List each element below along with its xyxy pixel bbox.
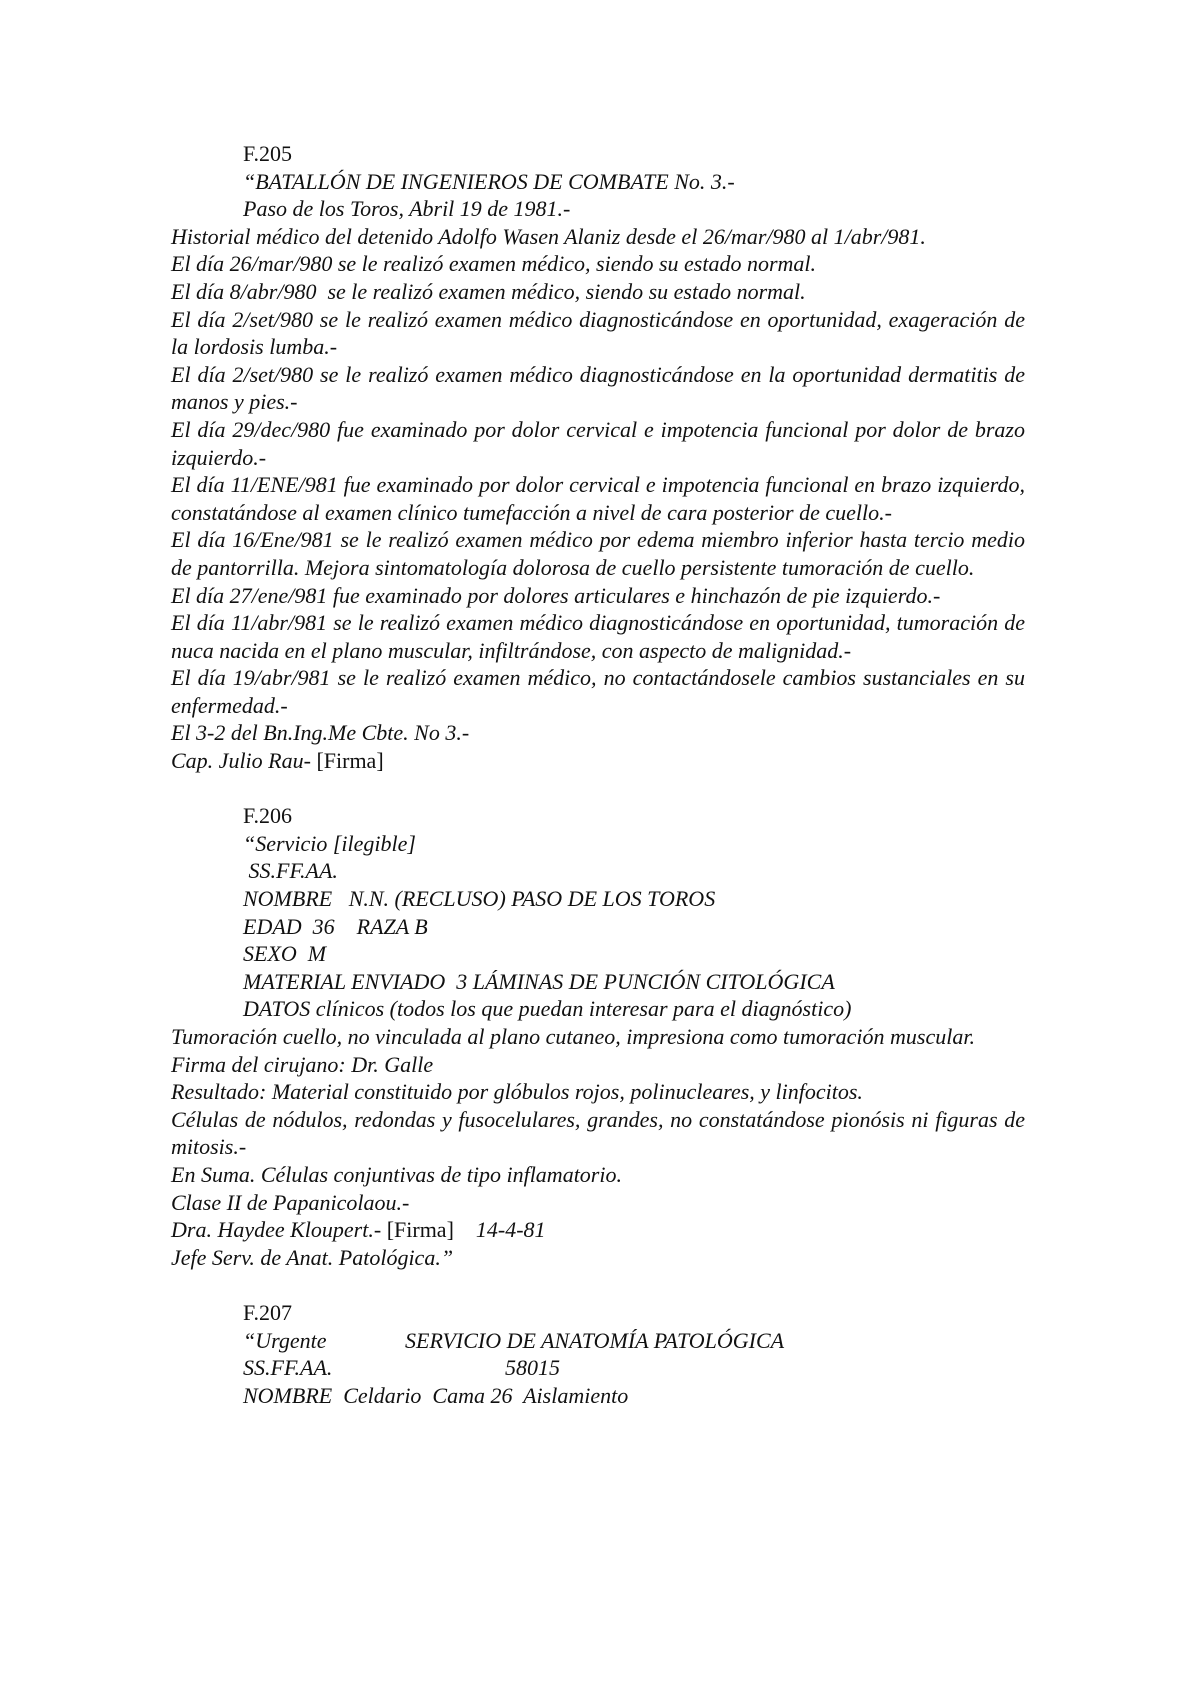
case-number: 58015 [505,1355,560,1381]
paragraph: El 3-2 del Bn.Ing.Me Cbte. No 3.- [171,720,470,746]
header-line [171,1327,1025,1355]
signer-name: Dra. Haydee Kloupert.- [171,1217,382,1243]
header-line: SEXO M [243,941,327,967]
header-line: MATERIAL ENVIADO 3 LÁMINAS DE PUNCIÓN CITOLÓGICA [243,968,835,994]
clinical-data-rest: clínicos (todos los que puedan interesar para el diagnóstico) [310,996,852,1022]
paragraph: Firma del cirujano: Dr. Galle [171,1051,434,1077]
section-f206 [171,802,1025,1271]
institution-label: SS.FF.AA. [243,1355,333,1381]
paragraph: El día 2/set/980 se le realizó examen médico diagnosticándose en oportunidad, exageración de la lordosis lumba.- [171,306,1025,360]
paragraph: El día 16/Ene/981 se le realizó examen médico por edema miembro inferior hasta tercio medio de pantorrilla. Mejora sintomatología dolorosa de cuello persistente tumoración de cuello. [171,527,1025,580]
paragraph: El día 11/ENE/981 fue examinado por dolor cervical e impotencia funcional en brazo izquierdo, constatándose al examen clínico tumefacción a nivel de cara posterior de cuello.- [171,472,1025,525]
signature-line [171,747,1025,775]
paragraph: El día 11/abr/981 se le realizó examen médico diagnosticándose en oportunidad, tumoración de nuca nacida en el plano muscular, infiltrándose, con aspecto de malignidad.- [171,610,1025,663]
paragraph: En Suma. Células conjuntivas de tipo inflamatorio. [171,1161,622,1187]
signature-line [171,1216,1025,1244]
paragraph: Historial médico del detenido Adolfo Wasen Alaniz desde el 26/mar/980 al 1/abr/981. [171,223,926,249]
paragraph: El día 19/abr/981 se le realizó examen médico, no contactándosele cambios sustanciales en su enfermedad.- [171,665,1025,718]
header-line [171,1354,1025,1382]
signature-mark: [Firma] [381,1217,454,1243]
folio-ref: F.205 [243,141,292,166]
spacer [171,1271,1025,1299]
header-line: “Servicio [ilegible] [243,830,416,856]
signature-date: 14-4-81 [453,1217,546,1243]
paragraph: El día 29/dec/980 fue examinado por dolor cervical e impotencia funcional por dolor de brazo izquierdo.- [171,416,1025,470]
header-line: Paso de los Toros, Abril 19 de 1981.- [243,196,571,222]
service-name: SERVICIO DE ANATOMÍA PATOLÓGICA [405,1327,785,1353]
header-line: NOMBRE Celdario Cama 26 Aislamiento [243,1382,629,1408]
document-page [171,140,1025,1409]
header-line: NOMBRE N.N. (RECLUSO) PASO DE LOS TOROS [243,886,716,912]
header-line: SS.FF.AA. [243,858,338,884]
paragraph: El día 2/set/980 se le realizó examen médico diagnosticándose en la oportunidad dermatitis de manos y pies.- [171,361,1025,415]
paragraph: El día 8/abr/980 se le realizó examen médico, siendo su estado normal. [171,278,806,304]
folio-ref: F.207 [243,1299,292,1325]
folio-ref: F.206 [243,803,292,829]
paragraph: Clase II de Papanicolaou.- [171,1189,410,1215]
signature-mark: [Firma] [310,748,384,774]
paragraph: Tumoración cuello, no vinculada al plano cutaneo, impresiona como tumoración muscular. [171,1024,975,1049]
urgency-label: “Urgente [243,1327,327,1353]
paragraph: Resultado: Material constituido por glóbulos rojos, polinucleares, y linfocitos. [171,1079,863,1105]
paragraph: El día 26/mar/980 se le realizó examen médico, siendo su estado normal. [171,251,817,277]
header-line: EDAD 36 RAZA B [243,913,428,939]
clinical-data-caps: DATOS [243,996,311,1022]
spacer [171,775,1025,803]
closing-line: Jefe Serv. de Anat. Patológica.” [171,1244,454,1270]
clinical-data-line [171,995,1025,1023]
section-f207 [171,1299,1025,1409]
signer-name: Cap. Julio Rau- [171,748,311,774]
paragraph: El día 27/ene/981 fue examinado por dolores articulares e hinchazón de pie izquierdo.- [171,582,941,608]
header-line: “BATALLÓN DE INGENIEROS DE COMBATE No. 3.- [243,168,735,194]
paragraph: Células de nódulos, redondas y fusocelulares, grandes, no constatándose pionósis ni figuras de mitosis.- [171,1106,1025,1160]
section-f205 [171,140,1025,775]
